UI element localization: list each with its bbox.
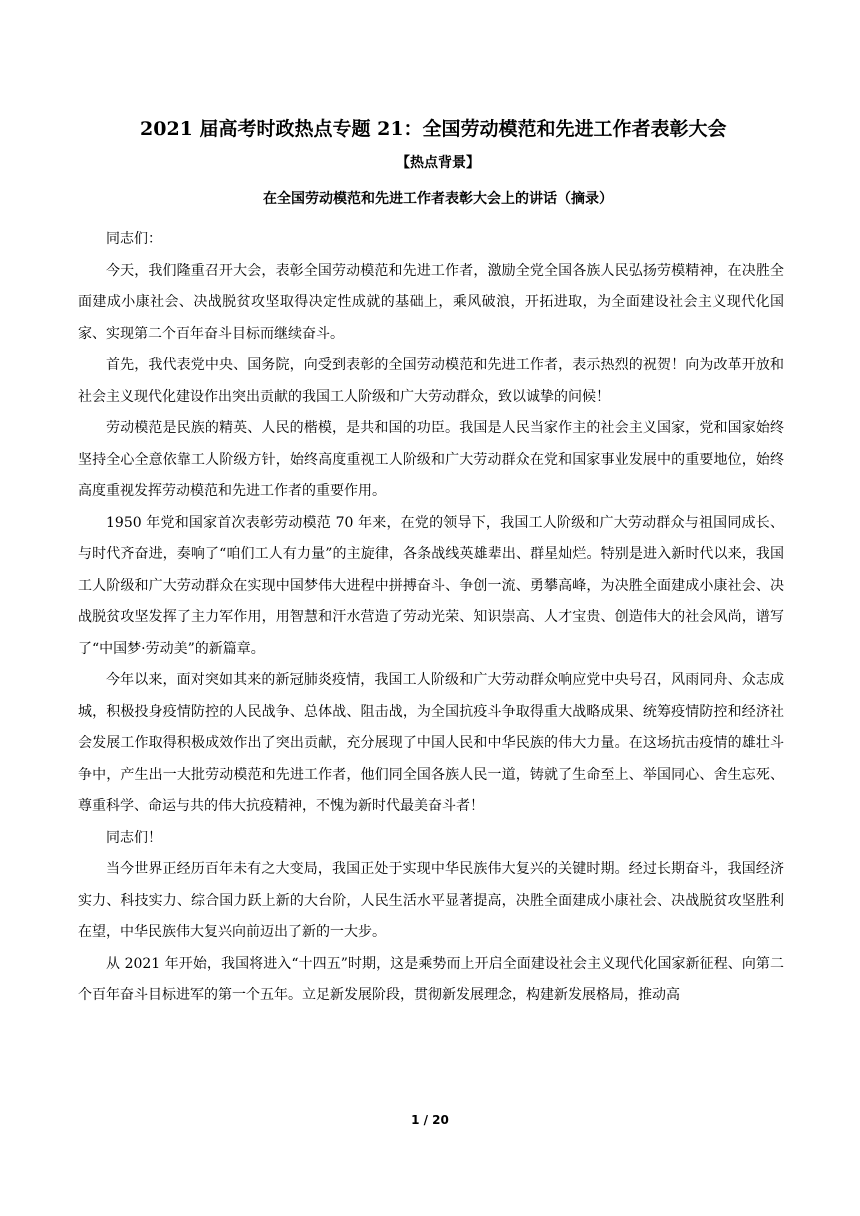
paragraph: 同志们： [106,231,162,247]
speech-title: 在全国劳动模范和先进工作者表彰大会上的讲话（摘录） [263,191,613,207]
section-label: 【热点背景】 [396,155,480,171]
paragraph: 今年以来，面对突如其来的新冠肺炎疫情，我国工人阶级和广大劳动群众响应党中央号召，风雨同舟、众志成城，积极投身疫情防控的人民战争、总体战、阻击战，为全国抗疫斗争取得重大战略成果、统筹疫情防控和经济社会发展工作取得积极成效作出了突出贡献，充分展现了中国人民和中华民族的伟大力量。在这场抗击疫情的雄壮斗争中，产生出一大批劳动模范和先进工作者，他们同全国各族人民一道，铸就了生命至上、举国同心、舍生忘死、尊重科学、命运与共的伟大抗疫精神，不愧为新时代最美奋斗者！ [78,672,784,814]
document-title: 2021 届高考时政热点专题 21：全国劳动模范和先进工作者表彰大会 [140,118,727,140]
paragraph: 首先，我代表党中央、国务院，向受到表彰的全国劳动模范和先进工作者，表示热烈的祝贺！向为改革开放和社会主义现代化建设作出突出贡献的我国工人阶级和广大劳动群众，致以诚挚的问候！ [78,357,784,405]
speech-body [78,224,784,1012]
paragraph: 从 2021 年开始，我国将进入“十四五”时期，这是乘势而上开启全面建设社会主义现代化国家新征程、向第二个百年奋斗目标进军的第一个五年。立足新发展阶段，贯彻新发展理念，构建新发展格局，推动高 [78,955,784,1003]
paragraph: 同志们！ [106,829,162,846]
paragraph: 1950 年党和国家首次表彰劳动模范 70 年来，在党的领导下，我国工人阶级和广大劳动群众与祖国同成长、与时代齐奋进，奏响了“咱们工人有力量”的主旋律，各条战线英雄辈出、群星灿烂。特别是进入新时代以来，我国工人阶级和广大劳动群众在实现中国梦伟大进程中拼搏奋斗、争创一流、勇攀高峰，为决胜全面建成小康社会、决战脱贫攻坚发挥了主力军作用，用智慧和汗水营造了劳动光荣、知识崇高、人才宝贵、创造伟大的社会风尚，谱写了“中国梦·劳动美”的新篇章。 [78,514,784,657]
page-number: 1 / 20 [411,1113,449,1127]
paragraph: 当今世界正经历百年未有之大变局，我国正处于实现中华民族伟大复兴的关键时期。经过长期奋斗，我国经济实力、科技实力、综合国力跃上新的大台阶，人民生活水平显著提高，决胜全面建成小康社会、决战脱贫攻坚胜利在望，中华民族伟大复兴向前迈出了新的一大步。 [78,861,784,940]
paragraph: 今天，我们隆重召开大会，表彰全国劳动模范和先进工作者，激励全党全国各族人民弘扬劳模精神，在决胜全面建成小康社会、决战脱贫攻坚取得决定性成就的基础上，乘风破浪，开拓进取，为全面建设社会主义现代化国家、实现第二个百年奋斗目标而继续奋斗。 [78,262,784,342]
paragraph: 劳动模范是民族的精英、人民的楷模，是共和国的功臣。我国是人民当家作主的社会主义国家，党和国家始终坚持全心全意依靠工人阶级方针，始终高度重视工人阶级和广大劳动群众在党和国家事业发展中的重要地位，始终高度重视发挥劳动模范和先进工作者的重要作用。 [78,420,784,499]
